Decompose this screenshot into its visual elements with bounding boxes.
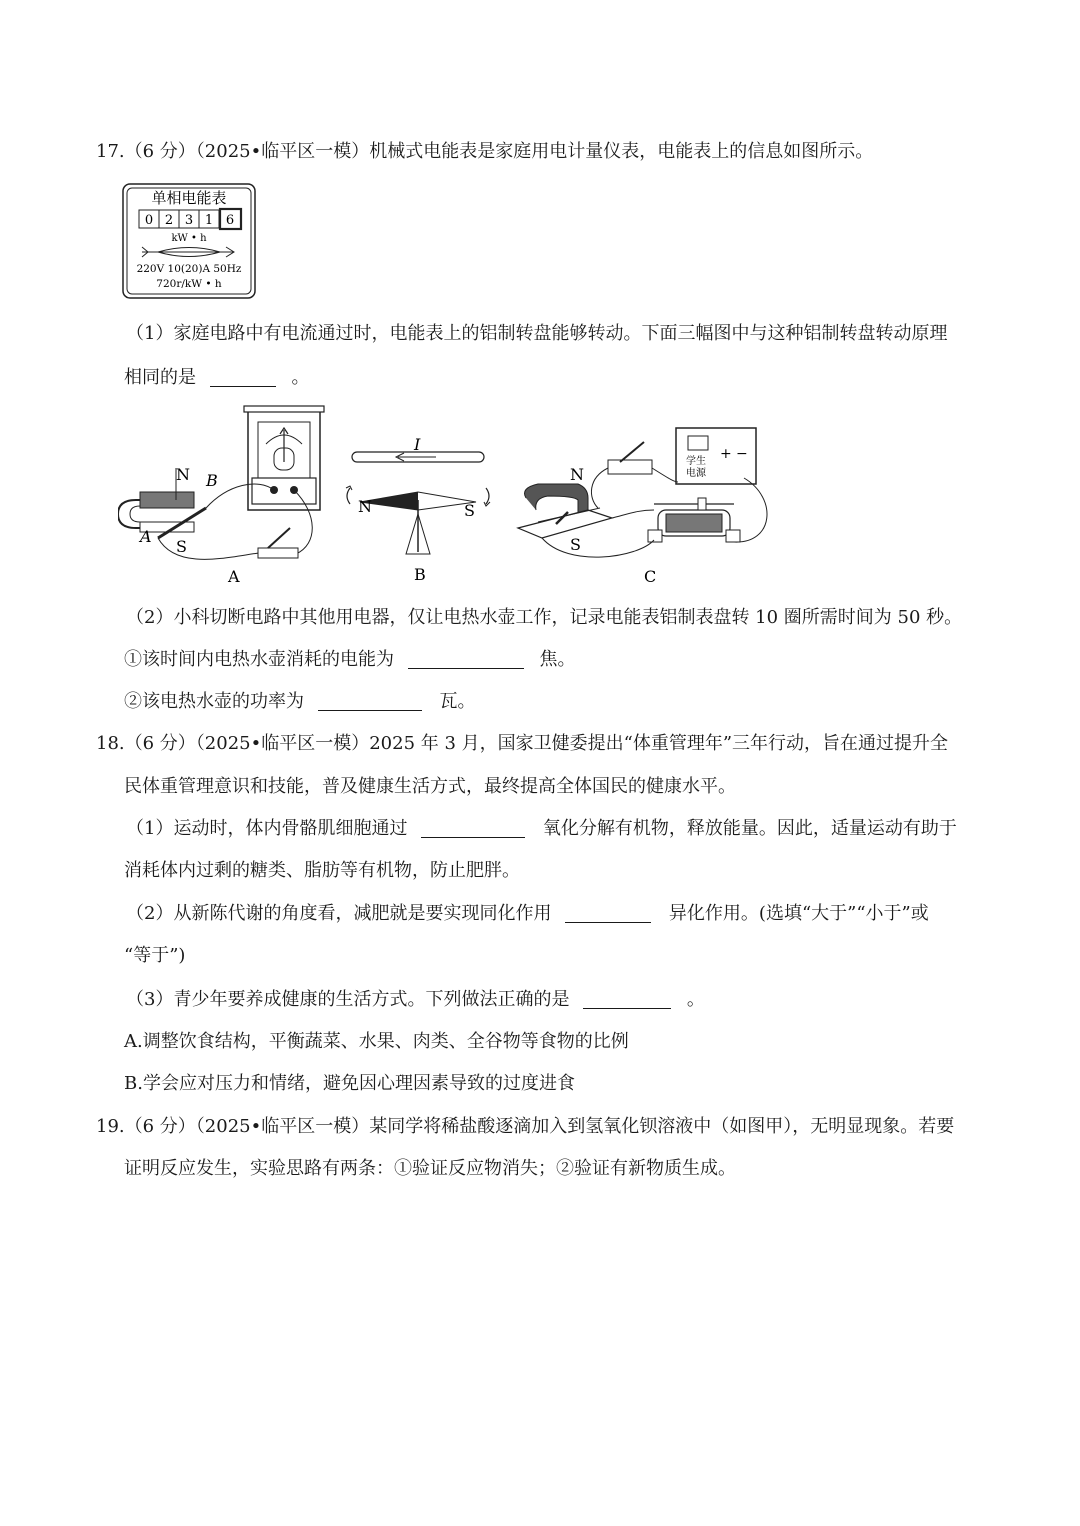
figure-a-induction <box>118 404 328 590</box>
q18-part2-rest: 异化作用。(选填“大于”“小于”或 <box>668 903 929 924</box>
figure-c-motor-circuit <box>508 418 788 590</box>
meter-revolutions: 720r/kW • h <box>156 278 222 290</box>
fig-c-south-label: S <box>570 535 581 554</box>
fig-a-caption: A <box>228 567 240 586</box>
q17-part1-text: 相同的是 <box>124 367 196 388</box>
fig-b-south-label: S <box>464 501 475 520</box>
fig-c-caption: C <box>644 567 657 586</box>
fig-c-north-label: N <box>570 465 584 484</box>
meter-unit: kW • h <box>171 233 207 244</box>
answer-blank-energy[interactable] <box>408 650 524 669</box>
answer-blank-power[interactable] <box>318 692 422 711</box>
meter-digit: 3 <box>184 213 194 228</box>
fig-b-north-label: N <box>358 497 372 516</box>
q18-part3-end: 。 <box>686 989 705 1010</box>
q17-part2a-text: ①该时间内电热水壶消耗的电能为 <box>124 649 394 670</box>
meter-rating: 220V 10(20)A 50Hz <box>136 263 242 275</box>
q17-part2b-text: ②该电热水壶的功率为 <box>124 691 304 712</box>
fig-b-caption: B <box>414 565 426 584</box>
q18-stem-line1: 18.（6 分）（2025•临平区一模）2025 年 3 月，国家卫健委提出“体重管理年”三年行动，旨在通过提升全 <box>96 733 949 754</box>
meter-digits <box>139 209 241 229</box>
q19-stem-line2: 证明反应发生，实验思路有两条：①验证反应物消失；②验证有新物质生成。 <box>124 1158 736 1179</box>
q18-part1-text: （1）运动时，体内骨骼肌细胞通过 <box>126 818 408 839</box>
psu-label-1: 学生 <box>686 456 706 467</box>
q18-option-b: B.学会应对压力和情绪，避免因心理因素导致的过度进食 <box>124 1073 575 1094</box>
answer-blank-respiration[interactable] <box>421 819 525 838</box>
q18-part1 <box>126 817 957 841</box>
fig-b-current-label: I <box>414 435 421 454</box>
q18-part1-rest: 氧化分解有机物，释放能量。因此，适量运动有助于 <box>542 818 957 839</box>
q17-part2b <box>124 690 475 714</box>
meter-disc-arrow-icon <box>142 247 234 257</box>
q17-part2: （2）小科切断电路中其他用电器，仅让电热水壶工作，记录电能表铝制表盘转 10 圈所需时间为 50 秒。 <box>126 607 963 628</box>
q17-part2a-unit: 焦。 <box>539 649 576 670</box>
psu-label-2: 电源 <box>686 468 706 479</box>
q17-stem: 17.（6 分）（2025•临平区一模）机械式电能表是家庭用电计量仪表，电能表上的信息如图所示。 <box>96 141 874 162</box>
q18-part2-text: （2）从新陈代谢的角度看，减肥就是要实现同化作用 <box>126 903 552 924</box>
q19-stem-line1: 19.（6 分）（2025•临平区一模）某同学将稀盐酸逐滴加入到氢氧化钡溶液中（如图甲），无明显现象。若要 <box>96 1116 955 1137</box>
answer-blank-1[interactable] <box>210 368 276 387</box>
q18-part2 <box>126 902 929 926</box>
electric-meter-figure <box>122 183 256 299</box>
fig-a-b-label: B <box>206 471 218 490</box>
q18-part1-line2: 消耗体内过剩的糖类、脂肪等有机物，防止肥胖。 <box>124 860 520 881</box>
meter-digit: 1 <box>204 213 214 228</box>
fig-a-north-label: N <box>176 465 190 484</box>
fig-a-a-label: A <box>140 527 152 546</box>
q18-part2-line2: “等于”) <box>124 945 186 966</box>
meter-digit: 0 <box>144 213 154 228</box>
q18-option-a: A.调整饮食结构，平衡蔬菜、水果、肉类、全谷物等食物的比例 <box>124 1031 629 1052</box>
q17-part2b-unit: 瓦。 <box>439 691 476 712</box>
fig-a-south-label: S <box>176 537 187 556</box>
q17-part1-end: 。 <box>291 367 310 388</box>
answer-blank-metabolism[interactable] <box>565 904 651 923</box>
q18-part3 <box>126 988 705 1012</box>
psu-plus: + <box>720 446 732 462</box>
meter-title: 单相电能表 <box>151 189 227 207</box>
q17-part1-line1: （1）家庭电路中有电流通过时，电能表上的铝制转盘能够转动。下面三幅图中与这种铝制转盘转动原理 <box>126 323 948 344</box>
figure-b-oersted <box>340 430 500 590</box>
q18-stem-line2: 民体重管理意识和技能，普及健康生活方式，最终提高全体国民的健康水平。 <box>124 776 736 797</box>
meter-digit-tenths: 6 <box>225 213 235 228</box>
meter-digit: 2 <box>164 213 174 228</box>
q17-part2a <box>124 648 575 672</box>
q18-part3-text: （3）青少年要养成健康的生活方式。下列做法正确的是 <box>126 989 570 1010</box>
answer-blank-choice[interactable] <box>583 990 671 1009</box>
psu-minus: − <box>736 446 748 462</box>
q17-part1-line2 <box>124 366 309 390</box>
